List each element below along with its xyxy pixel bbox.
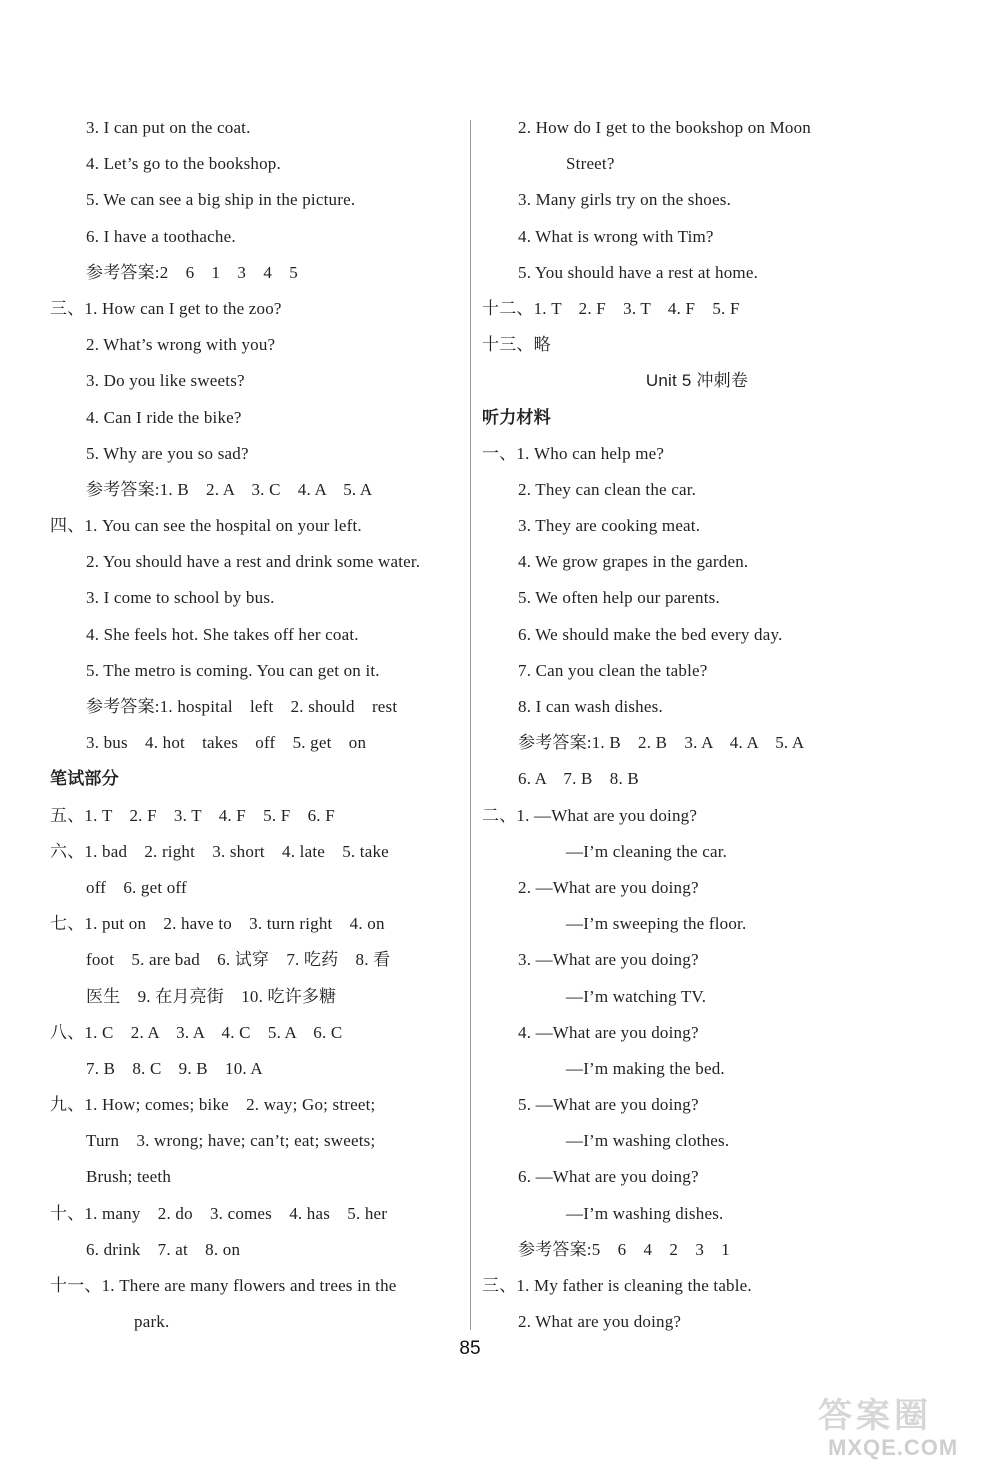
- left-line: foot 5. are bad 6. 试穿 7. 吃药 8. 看: [86, 950, 391, 970]
- right-line: 4. What is wrong with Tim?: [518, 226, 714, 246]
- left-column: [50, 110, 460, 1340]
- left-line: 三、1. How can I get to the zoo?: [50, 298, 282, 318]
- right-line: 一、1. Who can help me?: [482, 443, 665, 463]
- left-line: 笔试部分: [50, 769, 119, 789]
- left-line: 2. What’s wrong with you?: [86, 335, 276, 355]
- right-line: 5. We often help our parents.: [518, 588, 720, 608]
- left-line: 3. I come to school by bus.: [86, 588, 275, 608]
- page-number: 85: [459, 1338, 481, 1359]
- right-line: 2. How do I get to the bookshop on Moon: [518, 118, 812, 137]
- right-line: 4. We grow grapes in the garden.: [518, 552, 749, 572]
- left-line: 五、1. T 2. F 3. T 4. F 5. F 6. F: [50, 805, 335, 825]
- right-line: 8. I can wash dishes.: [518, 697, 663, 716]
- right-line: 3. They are cooking meat.: [518, 516, 701, 536]
- left-line: 参考答案:1. B 2. A 3. C 4. A 5. A: [86, 479, 373, 499]
- right-line: 听力材料: [482, 407, 551, 427]
- right-line: 6. We should make the bed every day.: [518, 624, 783, 644]
- left-line: 5. We can see a big ship in the picture.: [86, 190, 356, 210]
- right-line: 5. —What are you doing?: [518, 1095, 699, 1115]
- right-line: —I’m making the bed.: [566, 1058, 725, 1078]
- right-line: 十三、略: [482, 335, 551, 355]
- left-line: 六、1. bad 2. right 3. short 4. late 5. take: [50, 841, 389, 861]
- right-column: [482, 110, 912, 1340]
- right-line: —I’m cleaning the car.: [566, 841, 728, 861]
- watermark-text-top: 答案圈: [818, 1396, 932, 1436]
- left-line: 参考答案:2 6 1 3 4 5: [86, 262, 298, 282]
- right-line: 2. What are you doing?: [518, 1312, 682, 1332]
- right-line: 5. You should have a rest at home.: [518, 262, 759, 282]
- left-line: 5. The metro is coming. You can get on it.: [86, 660, 380, 680]
- right-line: 4. —What are you doing?: [518, 1022, 699, 1042]
- left-line: 4. She feels hot. She takes off her coat.: [86, 624, 359, 644]
- left-line: 5. Why are you so sad?: [86, 443, 249, 463]
- right-line: 6. —What are you doing?: [518, 1167, 699, 1187]
- right-line: Street?: [566, 154, 615, 174]
- left-line: 6. I have a toothache.: [86, 226, 236, 246]
- left-line: Turn 3. wrong; have; can’t; eat; sweets;: [86, 1131, 376, 1151]
- left-line: 3. I can put on the coat.: [86, 118, 251, 137]
- left-line: 6. drink 7. at 8. on: [86, 1239, 241, 1259]
- right-line: Unit 5 冲刺卷: [645, 371, 749, 391]
- right-line: 6. A 7. B 8. B: [518, 769, 639, 789]
- right-line: 3. —What are you doing?: [518, 950, 699, 970]
- right-line: —I’m sweeping the floor.: [566, 914, 747, 934]
- left-line: 七、1. put on 2. have to 3. turn right 4. on: [50, 914, 385, 934]
- left-line: 八、1. C 2. A 3. A 4. C 5. A 6. C: [50, 1022, 343, 1042]
- column-divider: [470, 120, 471, 1330]
- right-line: 2. They can clean the car.: [518, 479, 697, 499]
- right-line: 三、1. My father is cleaning the table.: [482, 1276, 752, 1295]
- left-line: 3. bus 4. hot takes off 5. get on: [86, 733, 367, 753]
- left-line: 2. You should have a rest and drink some water.: [86, 552, 421, 572]
- left-line: 3. Do you like sweets?: [86, 371, 245, 391]
- left-line: 参考答案:1. hospital left 2. should rest: [86, 697, 398, 716]
- right-line: 十二、1. T 2. F 3. T 4. F 5. F: [482, 298, 740, 318]
- left-line: 九、1. How; comes; bike 2. way; Go; street;: [50, 1095, 376, 1115]
- right-line: —I’m watching TV.: [566, 986, 707, 1006]
- right-line: —I’m washing clothes.: [566, 1131, 730, 1151]
- right-line: 2. —What are you doing?: [518, 877, 699, 897]
- left-line: 四、1. You can see the hospital on your left.: [50, 516, 362, 536]
- left-line: 医生 9. 在月亮街 10. 吃许多糖: [86, 986, 337, 1006]
- right-line: 3. Many girls try on the shoes.: [518, 190, 732, 210]
- right-line: 参考答案:1. B 2. B 3. A 4. A 5. A: [518, 733, 805, 753]
- left-line: 4. Can I ride the bike?: [86, 407, 242, 427]
- watermark-logo: [818, 1396, 988, 1466]
- watermark-text-bottom: MXQE.COM: [828, 1435, 959, 1460]
- left-line: 4. Let’s go to the bookshop.: [86, 154, 281, 174]
- left-line: Brush; teeth: [86, 1167, 172, 1187]
- left-line: off 6. get off: [86, 877, 187, 897]
- left-line: park.: [134, 1312, 170, 1332]
- left-line: 7. B 8. C 9. B 10. A: [86, 1058, 263, 1078]
- right-line: 7. Can you clean the table?: [518, 660, 708, 680]
- right-line: —I’m washing dishes.: [566, 1203, 724, 1223]
- left-line: 十一、1. There are many flowers and trees in the: [50, 1276, 397, 1295]
- right-line: 二、1. —What are you doing?: [482, 805, 698, 825]
- left-line: 十、1. many 2. do 3. comes 4. has 5. her: [50, 1203, 388, 1223]
- right-line: 参考答案:5 6 4 2 3 1: [518, 1239, 730, 1259]
